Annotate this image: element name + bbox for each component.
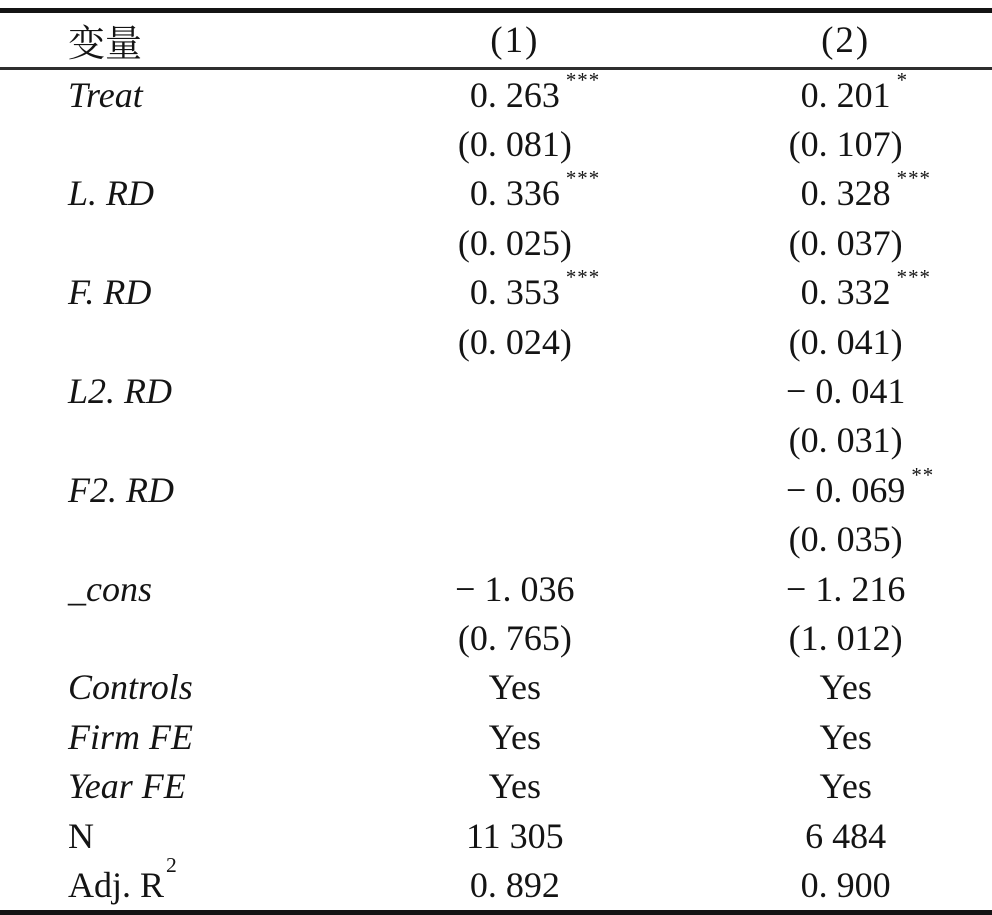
cell-value: [330, 366, 699, 415]
row-label-adj-r2: Adj. $R^2$: [68, 853, 177, 905]
table-row: [0, 564, 992, 613]
table-row: [0, 761, 992, 810]
table-row: [0, 169, 992, 218]
row-label-firm-fe: Firm FE: [68, 716, 193, 757]
significance-stars: ***: [896, 265, 931, 290]
row-label-empty: [0, 119, 330, 168]
cell-value: [330, 465, 699, 514]
cell-value: Yes: [488, 667, 542, 708]
cell-value: 0. 353 ***: [469, 265, 601, 313]
column-header-model-2: (2): [699, 13, 992, 69]
significance-stars: ***: [896, 166, 931, 191]
cell-std-error: (0. 035): [788, 519, 903, 560]
table-row: [0, 712, 992, 761]
header-row: [0, 13, 992, 69]
cell-std-error: (0. 031): [788, 420, 903, 461]
column-header-variable: 变量: [0, 13, 330, 69]
table-row: [0, 663, 992, 712]
significance-stars: **: [911, 462, 935, 487]
row-label-l-rd: L. RD: [68, 173, 155, 214]
row-label-empty: [0, 317, 330, 366]
cell-value: Yes: [819, 716, 872, 757]
table-row: [0, 268, 992, 317]
row-label-controls: Controls: [68, 667, 193, 708]
cell-value: − 1. 216: [786, 568, 906, 609]
table-row: [0, 811, 992, 860]
row-label-empty: [0, 613, 330, 662]
table-row: [0, 860, 992, 909]
significance-stars: ***: [565, 166, 601, 191]
cell-value: − 1. 036: [455, 568, 575, 609]
column-header-model-1: (1): [330, 13, 699, 69]
row-label-empty: [0, 416, 330, 465]
row-label-empty: [0, 218, 330, 267]
row-label-f2-rd: F2. RD: [68, 469, 174, 510]
significance-stars: *: [896, 67, 909, 92]
significance-stars: ***: [565, 67, 601, 92]
table-row: [0, 613, 992, 662]
row-label-cons: _cons: [68, 568, 152, 609]
table-row: [0, 515, 992, 564]
cell-value: 0. 328 ***: [800, 166, 931, 214]
cell-std-error: (0. 025): [457, 222, 572, 263]
cell-std-error: [330, 416, 699, 465]
row-label-n: N: [68, 815, 94, 856]
row-label-l2-rd: L2. RD: [68, 371, 173, 412]
cell-value: Yes: [819, 766, 872, 807]
row-label-year-fe: Year FE: [68, 766, 186, 807]
cell-value: − 0. 069 **: [786, 462, 935, 510]
table-row: [0, 317, 992, 366]
cell-value: Yes: [488, 716, 542, 757]
cell-std-error: (0. 081): [457, 124, 572, 165]
table-row: [0, 366, 992, 415]
table-row: [0, 416, 992, 465]
cell-value: 6 484: [805, 815, 887, 856]
cell-std-error: (0. 024): [457, 321, 572, 362]
cell-value: 0. 263 ***: [469, 67, 601, 115]
cell-std-error: (0. 041): [788, 321, 903, 362]
cell-value: 0. 332 ***: [800, 265, 931, 313]
significance-stars: ***: [565, 265, 601, 290]
superscript-2: 2: [166, 853, 177, 878]
row-label-treat: Treat: [68, 74, 143, 115]
table-row: [0, 218, 992, 267]
cell-std-error: (0. 107): [788, 124, 903, 165]
cell-std-error: [330, 515, 699, 564]
table-row: [0, 465, 992, 514]
cell-value: 0. 336 ***: [469, 166, 601, 214]
cell-value: Yes: [488, 766, 542, 807]
cell-std-error: (0. 037): [788, 222, 903, 263]
cell-std-error: (0. 765): [457, 617, 572, 658]
cell-value: − 0. 041: [786, 371, 906, 412]
row-label-f-rd: F. RD: [68, 272, 152, 313]
table-bottom-rule: [0, 910, 992, 915]
cell-value: 0. 900: [800, 864, 891, 905]
cell-value: Yes: [819, 667, 872, 708]
cell-value: 11 305: [466, 815, 564, 856]
cell-value: 0. 201 *: [800, 67, 909, 115]
regression-table: [0, 13, 992, 910]
row-label-empty: [0, 515, 330, 564]
cell-std-error: (1. 012): [788, 617, 903, 658]
table-row: [0, 119, 992, 168]
cell-value: 0. 892: [469, 864, 560, 905]
table-row: [0, 69, 992, 120]
